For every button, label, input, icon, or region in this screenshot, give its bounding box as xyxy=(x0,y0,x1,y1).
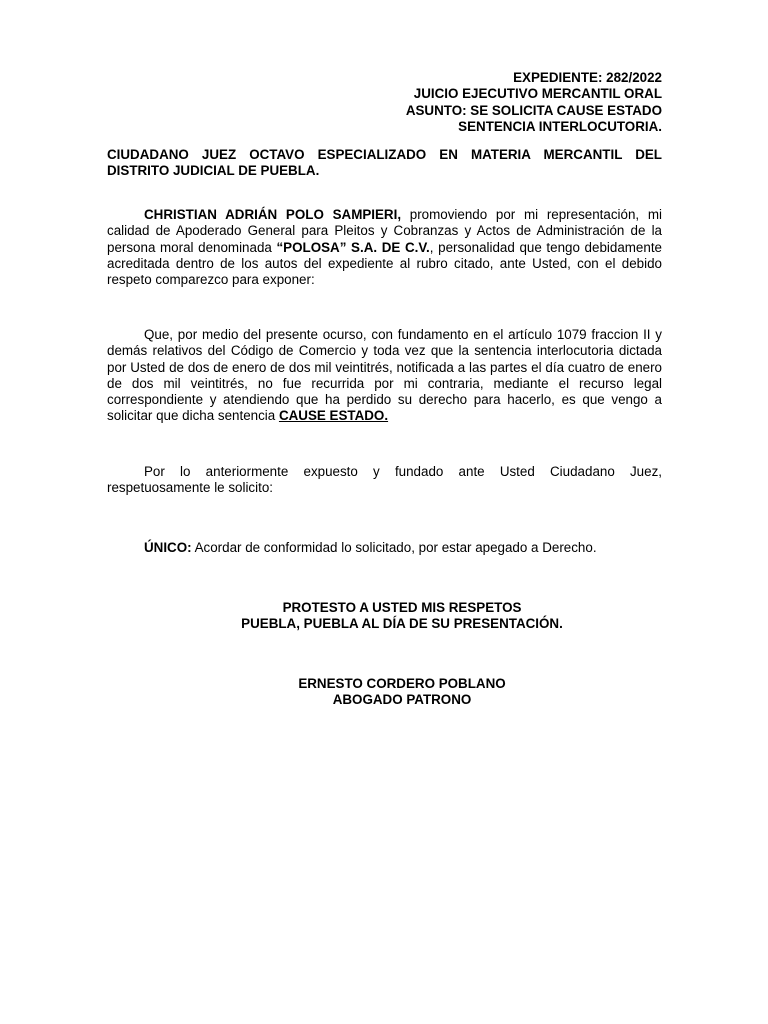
promovente-name: CHRISTIAN ADRIÁN POLO SAMPIERI, xyxy=(144,207,402,222)
paragraph-request xyxy=(107,327,662,425)
petition-label: ÚNICO: xyxy=(144,540,192,555)
company-name: “POLOSA” S.A. DE C.V. xyxy=(276,239,430,255)
signature-block xyxy=(107,676,697,709)
closing-block xyxy=(107,600,697,633)
paragraph-introduction-text-a: promoviendo por mi representación, mi calidad de Apoderado General para Pleitos y Cobranzas y Actos de Administración de la persona moral denominada xyxy=(107,207,662,255)
signer-name: ERNESTO CORDERO POBLANO xyxy=(298,676,506,691)
case-number: EXPEDIENTE: 282/2022 xyxy=(513,70,662,85)
closing-place-date: PUEBLA, PUEBLA AL DÍA DE SU PRESENTACIÓN. xyxy=(241,616,563,632)
addressee: CIUDADANO JUEZ OCTAVO ESPECIALIZADO EN MATERIA MERCANTIL DEL DISTRITO JUDICIAL DE PUEBLA. xyxy=(107,147,662,179)
paragraph-introduction-text-b: , personalidad que tengo debidamente acreditada dentro de los autos del expediente al rubro citado, ante Usted, con el debido respeto comparezco para exponer: xyxy=(107,239,662,288)
paragraph-introduction xyxy=(107,207,662,288)
cause-estado-emphasis: CAUSE ESTADO. xyxy=(278,408,389,424)
case-type: JUICIO EJECUTIVO MERCANTIL ORAL xyxy=(413,86,662,102)
case-header xyxy=(300,70,662,135)
paragraph-petition xyxy=(107,540,662,556)
petition-text: Acordar de conformidad lo solicitado, por estar apegado a Derecho. xyxy=(191,540,597,555)
signer-title: ABOGADO PATRONO xyxy=(332,692,472,708)
paragraph-request-text: Que, por medio del presente ocurso, con fundamento en el artículo 1079 fraccion II y demás relativos del Código de Comercio y toda vez que la sentencia interlocutoria dictada por Usted de dos de enero de dos mil veintitrés, notificada a las partes el día cuatro de enero de dos mil veintitrés, no fue recurrida por mi contraria, mediante el recurso legal correspondiente y atendiendo que ha perdido su derecho para hacerlo, es que vengo a solicitar que dicha sentencia xyxy=(107,327,662,424)
paragraph-conclusion-text: Por lo anteriormente expuesto y fundado ante Usted Ciudadano Juez, respetuosamente le solicito: xyxy=(107,464,662,496)
closing-protest: PROTESTO A USTED MIS RESPETOS xyxy=(282,600,522,615)
paragraph-conclusion xyxy=(107,464,662,497)
case-subject-continued: SENTENCIA INTERLOCUTORIA. xyxy=(458,118,662,134)
case-subject: ASUNTO: SE SOLICITA CAUSE ESTADO xyxy=(405,102,662,118)
